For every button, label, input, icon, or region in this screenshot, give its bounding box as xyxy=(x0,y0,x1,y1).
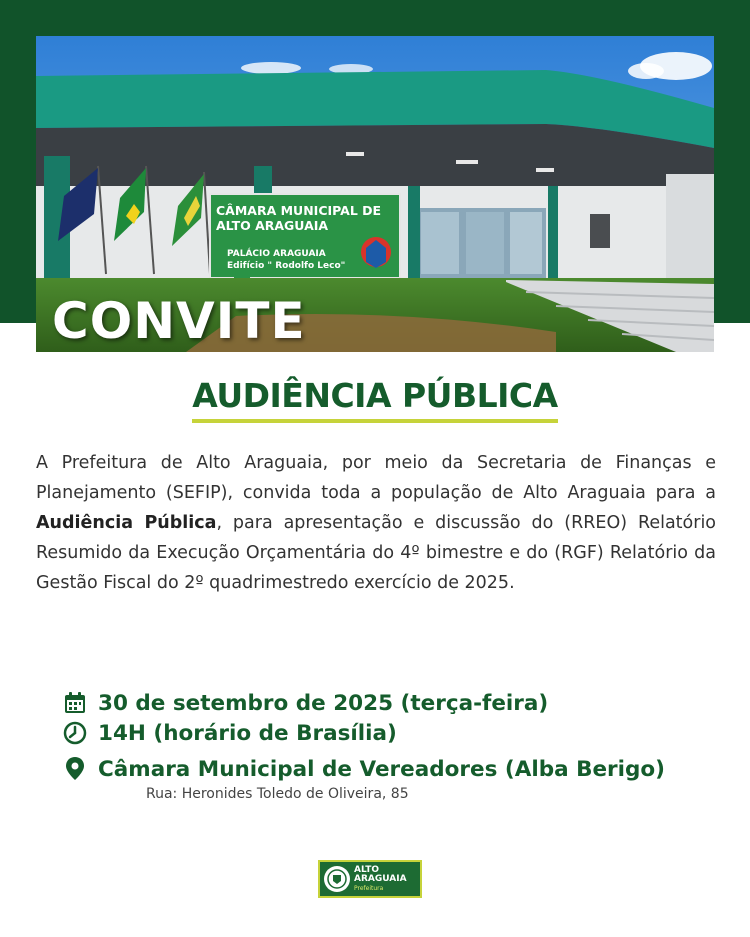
calendar-icon xyxy=(62,690,88,716)
event-date: 30 de setembro de 2025 (terça-feira) xyxy=(98,690,549,716)
event-place-row xyxy=(62,756,665,782)
event-date-row xyxy=(62,690,548,716)
prefeitura-logo xyxy=(318,860,422,898)
municipal-seal-icon xyxy=(324,866,350,892)
paragraph-part-1: A Prefeitura de Alto Araguaia, por meio da Secretaria de Finanças e Planejamento (SEFIP), convida toda a população de Alto Araguaia para a xyxy=(36,453,716,503)
map-pin-icon xyxy=(62,756,88,782)
paragraph-bold: Audiência Pública xyxy=(36,513,217,533)
building-sign-subtitle xyxy=(227,248,357,272)
event-time-row xyxy=(62,720,397,746)
paragraph-part-2: , para apresentação e discussão do (RREO) Relatório Resumido da Execução Orçamentária do 4º bimestre e do (RGF) Relatório da Gestão Fiscal do 2º quadrimestredo exercício de 2025. xyxy=(36,513,717,593)
event-time: 14H (horário de Brasília) xyxy=(98,720,397,746)
logo-line-2: ARAGUAIA xyxy=(354,873,407,884)
building-sign-title: CÂMARA MUNICIPAL DE ALTO ARAGUAIA xyxy=(216,203,382,233)
invite-banner-title: CONVITE xyxy=(52,292,306,350)
heading-text: AUDIÊNCIA PÚBLICA xyxy=(192,376,557,423)
building-sign-line-1: PALÁCIO ARAGUAIA xyxy=(227,249,326,259)
event-address: Rua: Heronides Toledo de Oliveira, 85 xyxy=(146,786,409,802)
event-place: Câmara Municipal de Vereadores (Alba Berigo) xyxy=(98,756,666,782)
logo-text xyxy=(354,866,407,893)
clock-icon xyxy=(62,720,88,746)
building-sign-line-2: Edifício " Rodolfo Leco" xyxy=(227,261,346,271)
logo-line-1: ALTO xyxy=(354,864,380,875)
heading xyxy=(0,376,750,423)
logo-line-3: Prefeitura xyxy=(354,884,384,892)
invitation-paragraph xyxy=(36,448,716,598)
